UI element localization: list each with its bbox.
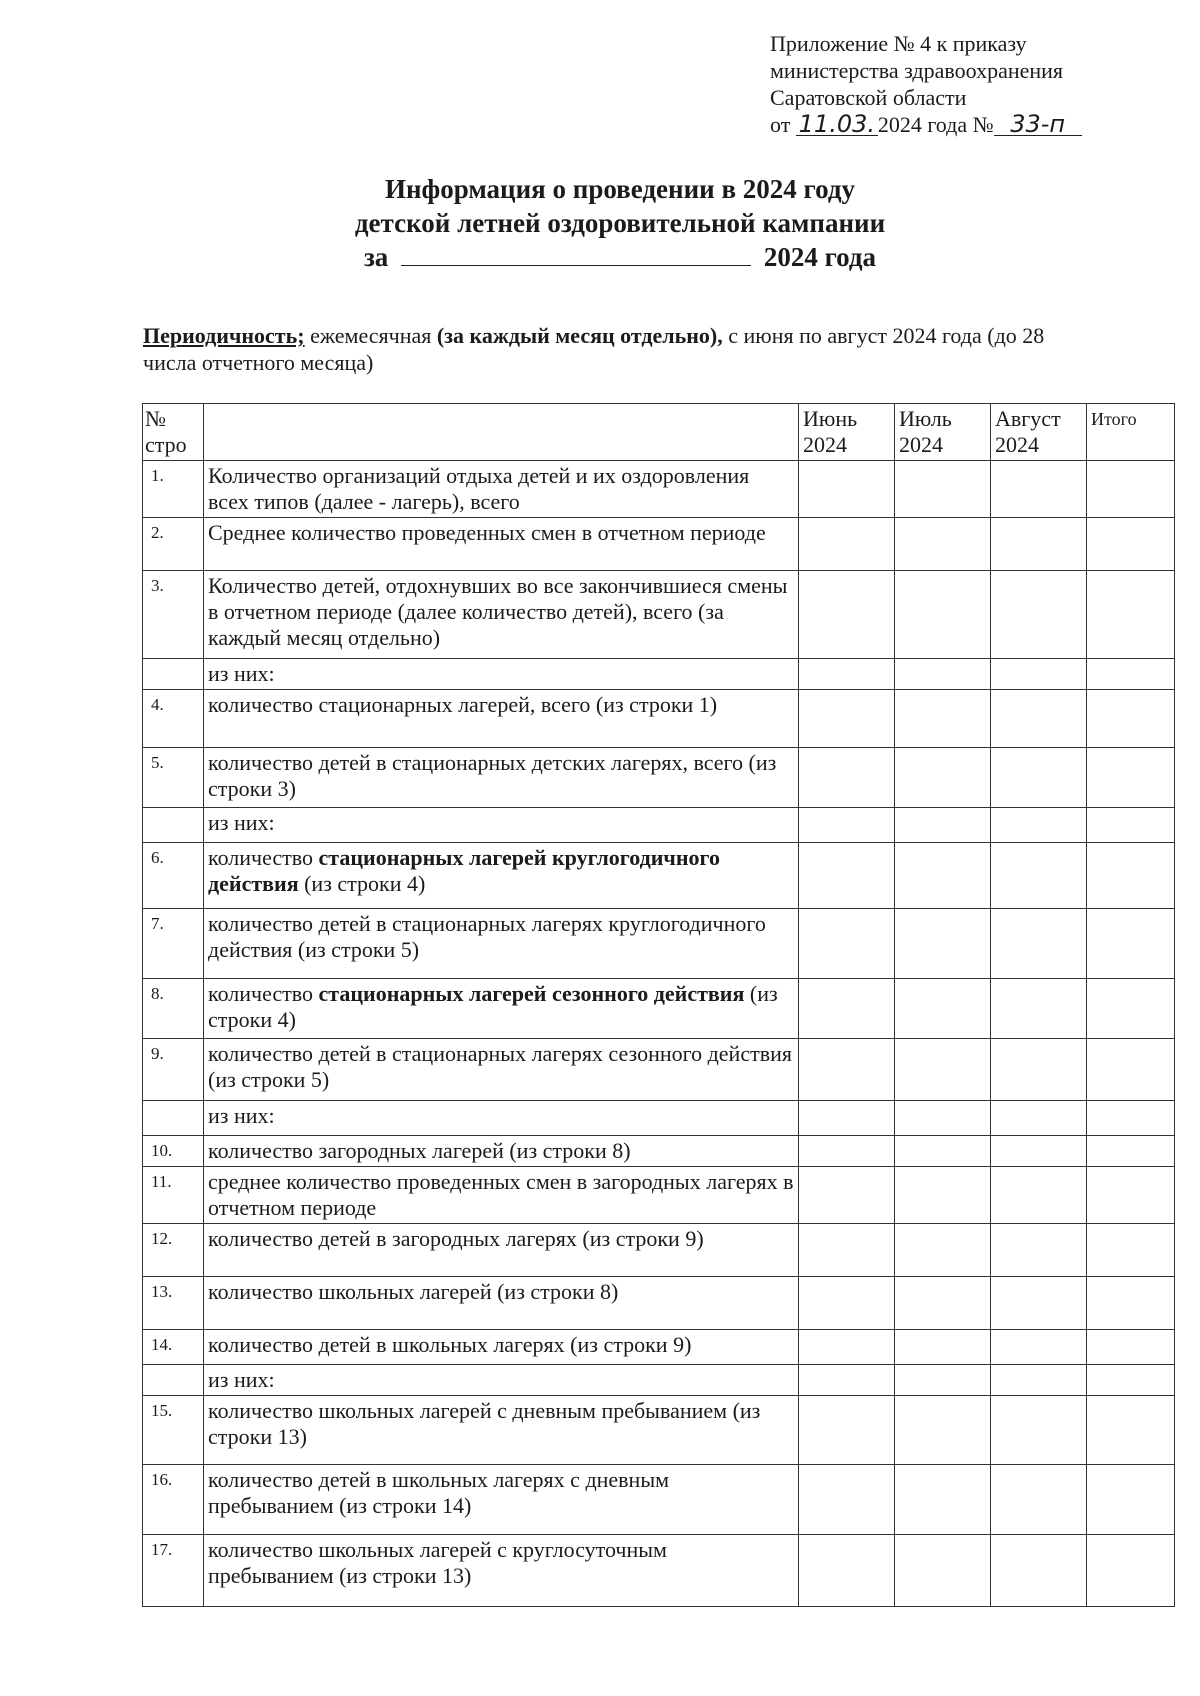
cell-total[interactable] <box>1087 909 1175 979</box>
row-text-post: (из строки 4) <box>298 871 426 896</box>
cell-june[interactable] <box>799 1396 895 1465</box>
table-row <box>143 1136 1175 1167</box>
row-description: количество детей в стационарных лагерях сезонного действия (из строки 5) <box>204 1039 799 1101</box>
table-row <box>143 909 1175 979</box>
cell-total[interactable] <box>1087 843 1175 909</box>
header-july: Июль 2024 <box>895 404 991 461</box>
table-row <box>143 843 1175 909</box>
cell-july[interactable] <box>895 979 991 1039</box>
row-number: 7. <box>143 909 204 979</box>
cell-july[interactable] <box>895 659 991 690</box>
row-description: количество детей в стационарных детских лагерях, всего (из строки 3) <box>204 748 799 808</box>
cell-july[interactable] <box>895 808 991 843</box>
row-text-bold: стационарных лагерей круглогодичного действия <box>208 845 720 896</box>
row-description: Количество организаций отдыха детей и их оздоровления всех типов (далее - лагерь), всего <box>204 461 799 518</box>
table-row <box>143 571 1175 659</box>
table-row <box>143 1224 1175 1277</box>
row-description <box>204 979 799 1039</box>
header-description <box>204 404 799 461</box>
row-number: 9. <box>143 1039 204 1101</box>
table-row <box>143 748 1175 808</box>
table-row <box>143 1277 1175 1330</box>
row-description: количество школьных лагерей (из строки 8) <box>204 1277 799 1330</box>
cell-june[interactable] <box>799 1224 895 1277</box>
cell-july[interactable] <box>895 1535 991 1607</box>
periodicity-text-2: с июня по август 2024 года (до 28 числа отчетного месяца) <box>143 323 1045 375</box>
row-number: 5. <box>143 748 204 808</box>
cell-august[interactable] <box>991 1167 1087 1224</box>
cell-total[interactable] <box>1087 1277 1175 1330</box>
cell-total[interactable] <box>1087 1330 1175 1365</box>
header-row-number <box>143 404 204 461</box>
table-row <box>143 979 1175 1039</box>
table-row <box>143 690 1175 748</box>
cell-june[interactable] <box>799 1039 895 1101</box>
row-number <box>143 1101 204 1136</box>
periodicity-paragraph <box>143 322 1103 376</box>
cell-june[interactable] <box>799 1330 895 1365</box>
row-number <box>143 1365 204 1396</box>
cell-july[interactable] <box>895 690 991 748</box>
table-row <box>143 1330 1175 1365</box>
cell-total[interactable] <box>1087 1224 1175 1277</box>
cell-total[interactable] <box>1087 518 1175 571</box>
cell-august[interactable] <box>991 1396 1087 1465</box>
cell-total[interactable] <box>1087 1136 1175 1167</box>
cell-june[interactable] <box>799 979 895 1039</box>
row-number: 2. <box>143 518 204 571</box>
title-line-3 <box>0 240 1200 274</box>
cell-july[interactable] <box>895 843 991 909</box>
cell-august[interactable] <box>991 571 1087 659</box>
cell-august[interactable] <box>991 690 1087 748</box>
appendix-line-2: министерства здравоохранения <box>770 58 1064 83</box>
cell-july[interactable] <box>895 1277 991 1330</box>
row-number: 4. <box>143 690 204 748</box>
cell-total[interactable] <box>1087 571 1175 659</box>
table-row <box>143 461 1175 518</box>
cell-june[interactable] <box>799 1101 895 1136</box>
cell-july[interactable] <box>895 1465 991 1535</box>
cell-july[interactable] <box>895 1396 991 1465</box>
cell-august[interactable] <box>991 1465 1087 1535</box>
cell-august[interactable] <box>991 979 1087 1039</box>
row-description: количество детей в школьных лагерях с дневным пребыванием (из строки 14) <box>204 1465 799 1535</box>
periodicity-bold: (за каждый месяц отдельно), <box>436 323 723 348</box>
row-number: 8. <box>143 979 204 1039</box>
cell-june[interactable] <box>799 659 895 690</box>
cell-july[interactable] <box>895 1330 991 1365</box>
periodicity-label: Периодичность; <box>143 323 305 348</box>
header-num-symbol: № <box>145 406 166 431</box>
cell-july[interactable] <box>895 748 991 808</box>
row-description: количество детей в стационарных лагерях круглогодичного действия (из строки 5) <box>204 909 799 979</box>
row-description: количество школьных лагерей с дневным пребыванием (из строки 13) <box>204 1396 799 1465</box>
title-year: 2024 года <box>763 242 877 272</box>
row-description: количество стационарных лагерей, всего (из строки 1) <box>204 690 799 748</box>
row-number <box>143 808 204 843</box>
row-text-post: (из строки 4) <box>208 981 778 1032</box>
cell-june[interactable] <box>799 1167 895 1224</box>
cell-total[interactable] <box>1087 1396 1175 1465</box>
cell-total[interactable] <box>1087 1465 1175 1535</box>
cell-august[interactable] <box>991 1136 1087 1167</box>
cell-total[interactable] <box>1087 1101 1175 1136</box>
cell-june[interactable] <box>799 909 895 979</box>
cell-august[interactable] <box>991 1277 1087 1330</box>
cell-june[interactable] <box>799 1535 895 1607</box>
cell-total[interactable] <box>1087 1167 1175 1224</box>
report-table <box>142 403 1175 1607</box>
header-august: Август 2024 <box>991 404 1087 461</box>
cell-august[interactable] <box>991 1224 1087 1277</box>
row-description: Количество детей, отдохнувших во все закончившиеся смены в отчетном периоде (далее количество детей), всего (за каждый месяц отдельно) <box>204 571 799 659</box>
cell-july[interactable] <box>895 1136 991 1167</box>
row-number: 14. <box>143 1330 204 1365</box>
row-description: среднее количество проведенных смен в загородных лагерях в отчетном периоде <box>204 1167 799 1224</box>
row-description: из них: <box>204 808 799 843</box>
row-number: 15. <box>143 1396 204 1465</box>
cell-august[interactable] <box>991 659 1087 690</box>
cell-july[interactable] <box>895 1039 991 1101</box>
table-row <box>143 518 1175 571</box>
appendix-line-1: Приложение № 4 к приказу <box>770 31 1027 56</box>
table-row <box>143 1396 1175 1465</box>
cell-june[interactable] <box>799 843 895 909</box>
row-number: 16. <box>143 1465 204 1535</box>
appendix-header <box>770 30 1082 138</box>
period-blank-field[interactable] <box>401 241 751 266</box>
table-row <box>143 1535 1175 1607</box>
table-row <box>143 1365 1175 1396</box>
row-number: 10. <box>143 1136 204 1167</box>
cell-august[interactable] <box>991 1101 1087 1136</box>
header-total: Итого <box>1087 404 1175 461</box>
cell-total[interactable] <box>1087 659 1175 690</box>
row-description: Среднее количество проведенных смен в отчетном периоде <box>204 518 799 571</box>
document-title <box>0 172 1200 274</box>
handwritten-number: 33-п <box>994 113 1082 136</box>
cell-total[interactable] <box>1087 690 1175 748</box>
row-number: 12. <box>143 1224 204 1277</box>
cell-june[interactable] <box>799 571 895 659</box>
appendix-ot: от <box>770 112 791 137</box>
table-row <box>143 808 1175 843</box>
header-num-word: стро <box>145 432 187 457</box>
cell-august[interactable] <box>991 1330 1087 1365</box>
cell-june[interactable] <box>799 1277 895 1330</box>
table-header-row <box>143 404 1175 461</box>
row-number: 3. <box>143 571 204 659</box>
cell-july[interactable] <box>895 909 991 979</box>
row-description: из них: <box>204 1365 799 1396</box>
title-line-1: Информация о проведении в 2024 году <box>385 174 855 204</box>
cell-july[interactable] <box>895 1167 991 1224</box>
cell-august[interactable] <box>991 1365 1087 1396</box>
row-number: 17. <box>143 1535 204 1607</box>
row-description: количество школьных лагерей с круглосуточным пребыванием (из строки 13) <box>204 1535 799 1607</box>
title-za: за <box>363 242 389 272</box>
cell-total[interactable] <box>1087 748 1175 808</box>
cell-august[interactable] <box>991 518 1087 571</box>
cell-total[interactable] <box>1087 808 1175 843</box>
cell-july[interactable] <box>895 571 991 659</box>
cell-total[interactable] <box>1087 1039 1175 1101</box>
cell-june[interactable] <box>799 1136 895 1167</box>
cell-august[interactable] <box>991 909 1087 979</box>
row-number: 6. <box>143 843 204 909</box>
row-number: 13. <box>143 1277 204 1330</box>
row-description <box>204 843 799 909</box>
cell-june[interactable] <box>799 690 895 748</box>
cell-total[interactable] <box>1087 1535 1175 1607</box>
cell-august[interactable] <box>991 1535 1087 1607</box>
row-text-pre: количество <box>208 845 319 870</box>
cell-total[interactable] <box>1087 1365 1175 1396</box>
cell-august[interactable] <box>991 808 1087 843</box>
cell-august[interactable] <box>991 1039 1087 1101</box>
cell-june[interactable] <box>799 461 895 518</box>
cell-june[interactable] <box>799 808 895 843</box>
row-text-pre: количество <box>208 981 319 1006</box>
row-description: количество загородных лагерей (из строки 8) <box>204 1136 799 1167</box>
appendix-order-line <box>770 111 1082 138</box>
cell-june[interactable] <box>799 1365 895 1396</box>
row-description: из них: <box>204 659 799 690</box>
table-row <box>143 1465 1175 1535</box>
cell-june[interactable] <box>799 748 895 808</box>
cell-june[interactable] <box>799 1465 895 1535</box>
header-june: Июнь 2024 <box>799 404 895 461</box>
row-number: 1. <box>143 461 204 518</box>
appendix-num-sign: № <box>972 112 994 137</box>
table-row <box>143 1039 1175 1101</box>
row-description: количество детей в загородных лагерях (из строки 9) <box>204 1224 799 1277</box>
appendix-line-3: Саратовской области <box>770 85 967 110</box>
row-number <box>143 659 204 690</box>
cell-august[interactable] <box>991 843 1087 909</box>
row-number: 11. <box>143 1167 204 1224</box>
cell-july[interactable] <box>895 1365 991 1396</box>
row-text-bold: стационарных лагерей сезонного действия <box>318 981 745 1006</box>
row-description: из них: <box>204 1101 799 1136</box>
periodicity-text-1: ежемесячная <box>304 323 437 348</box>
table-row <box>143 1101 1175 1136</box>
row-description: количество детей в школьных лагерях (из строки 9) <box>204 1330 799 1365</box>
handwritten-date: 11.03. <box>796 113 878 136</box>
table-row <box>143 659 1175 690</box>
cell-july[interactable] <box>895 518 991 571</box>
cell-july[interactable] <box>895 461 991 518</box>
cell-june[interactable] <box>799 518 895 571</box>
cell-august[interactable] <box>991 748 1087 808</box>
cell-july[interactable] <box>895 1224 991 1277</box>
cell-total[interactable] <box>1087 979 1175 1039</box>
title-line-2: детской летней оздоровительной кампании <box>354 208 886 238</box>
appendix-year: 2024 года <box>877 112 968 137</box>
cell-july[interactable] <box>895 1101 991 1136</box>
table-row <box>143 1167 1175 1224</box>
cell-august[interactable] <box>991 461 1087 518</box>
cell-total[interactable] <box>1087 461 1175 518</box>
